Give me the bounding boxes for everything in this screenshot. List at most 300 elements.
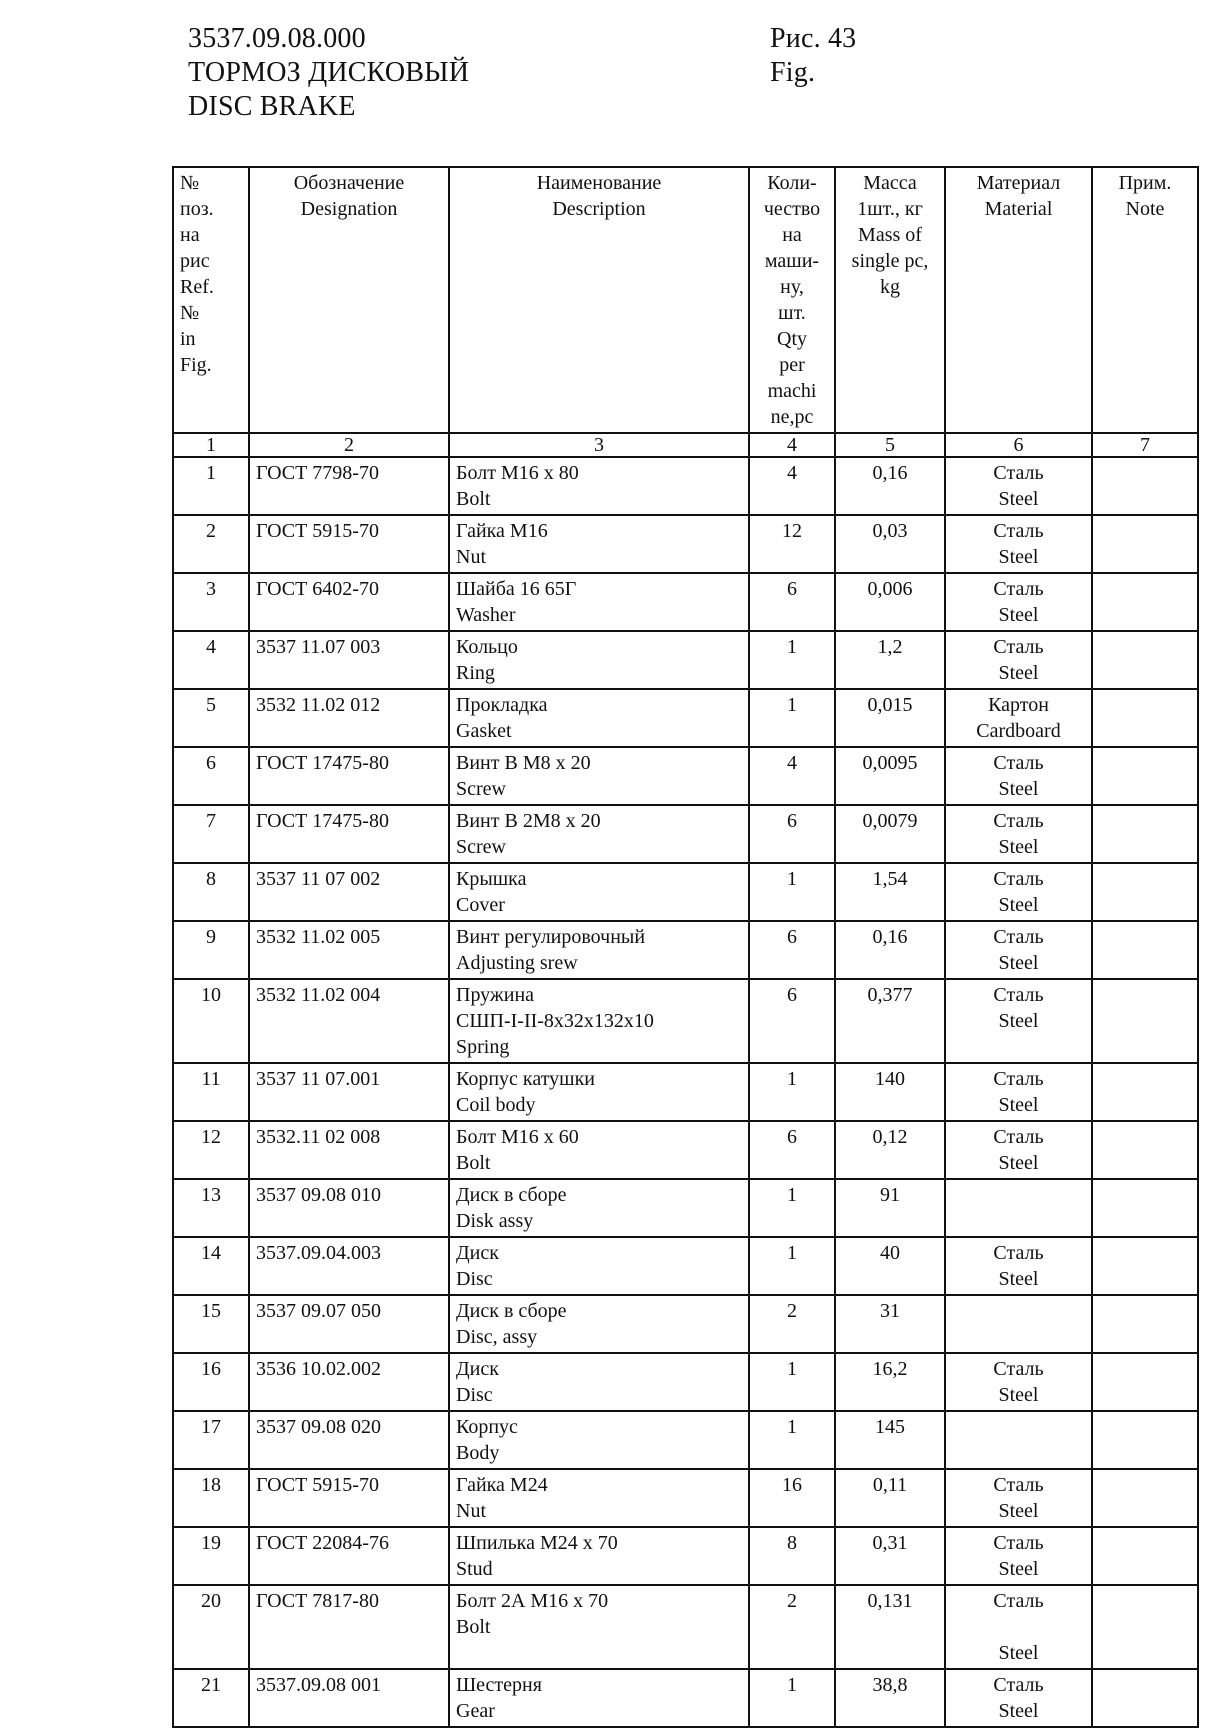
ref-number-cell: 3 <box>173 573 249 631</box>
designation-cell: ГОСТ 6402-70 <box>249 573 449 631</box>
mass-cell: 145 <box>835 1411 945 1469</box>
material-cell <box>945 573 1092 631</box>
description-cell <box>449 1527 749 1585</box>
material-line: Steel <box>998 836 1039 858</box>
note-cell <box>1092 1063 1198 1121</box>
description-line: Диск в сборе <box>456 1300 567 1322</box>
ref-number-cell: 5 <box>173 689 249 747</box>
ref-number-cell: 2 <box>173 515 249 573</box>
description-line: Прокладка <box>456 694 548 716</box>
header-line: Обозначение <box>293 172 405 194</box>
material-line: Steel <box>998 952 1039 974</box>
material-cell <box>945 1527 1092 1585</box>
material-line: Сталь <box>993 1068 1044 1090</box>
header-line: Mass of <box>858 224 922 246</box>
quantity-cell: 1 <box>749 1063 835 1121</box>
material-line: Сталь <box>993 1242 1044 1264</box>
material-cell <box>945 1669 1092 1727</box>
description-cell <box>449 631 749 689</box>
material-line: Сталь <box>993 1474 1044 1496</box>
material-line: Steel <box>998 546 1039 568</box>
material-line: Сталь <box>993 1590 1044 1612</box>
mass-cell: 0,11 <box>835 1469 945 1527</box>
note-cell <box>1092 1527 1198 1585</box>
note-cell <box>1092 1411 1198 1469</box>
designation-cell: 3532 11.02 005 <box>249 921 449 979</box>
quantity-cell: 1 <box>749 689 835 747</box>
header-line: рис <box>180 250 210 272</box>
designation-cell: 3537 09.08 020 <box>249 1411 449 1469</box>
material-line: Steel <box>998 1010 1039 1032</box>
material-cell <box>945 689 1092 747</box>
table-row <box>173 1469 1198 1527</box>
header-line: ну, <box>780 276 804 298</box>
mass-cell: 0,03 <box>835 515 945 573</box>
column-number: 5 <box>835 433 945 457</box>
quantity-cell: 8 <box>749 1527 835 1585</box>
material-cell <box>945 863 1092 921</box>
designation-cell: 3537 11 07 002 <box>249 863 449 921</box>
quantity-cell: 1 <box>749 1669 835 1727</box>
ref-number-cell: 19 <box>173 1527 249 1585</box>
table-row <box>173 1063 1198 1121</box>
header-line: № <box>180 172 200 194</box>
note-cell <box>1092 1353 1198 1411</box>
description-line: Корпус <box>456 1416 518 1438</box>
ref-number-cell: 10 <box>173 979 249 1063</box>
material-cell <box>945 457 1092 515</box>
column-number: 2 <box>249 433 449 457</box>
mass-cell: 1,54 <box>835 863 945 921</box>
quantity-cell: 4 <box>749 747 835 805</box>
note-cell <box>1092 1469 1198 1527</box>
ref-number-cell: 15 <box>173 1295 249 1353</box>
mass-cell: 38,8 <box>835 1669 945 1727</box>
material-line: Steel <box>998 1700 1039 1722</box>
header-line: Наименование <box>536 172 662 194</box>
ref-number-cell: 21 <box>173 1669 249 1727</box>
material-line: Сталь <box>993 1674 1044 1696</box>
material-line: Steel <box>998 1558 1039 1580</box>
description-line: Disc, assy <box>456 1326 538 1348</box>
description-cell <box>449 1121 749 1179</box>
designation-cell: ГОСТ 17475-80 <box>249 805 449 863</box>
mass-cell: 16,2 <box>835 1353 945 1411</box>
ref-number-cell: 8 <box>173 863 249 921</box>
table-row <box>173 1237 1198 1295</box>
material-cell <box>945 805 1092 863</box>
description-line: Bolt <box>456 488 491 510</box>
header-description <box>449 167 749 433</box>
note-cell <box>1092 805 1198 863</box>
table-row <box>173 921 1198 979</box>
material-line: Steel <box>998 1094 1039 1116</box>
material-cell <box>945 631 1092 689</box>
title-en: DISC BRAKE <box>188 91 356 122</box>
designation-cell: 3537 09.07 050 <box>249 1295 449 1353</box>
header-line: маши- <box>764 250 820 272</box>
header-designation <box>249 167 449 433</box>
description-line: Cover <box>456 894 505 916</box>
header-line: Коли- <box>767 172 817 194</box>
header-line: чество <box>763 198 821 220</box>
header-line: Ref. <box>180 276 214 298</box>
material-line: Сталь <box>993 868 1044 890</box>
description-line: Винт В М8 х 20 <box>456 752 591 774</box>
table-row <box>173 1669 1198 1727</box>
header-line: Qty <box>777 328 807 350</box>
table-row <box>173 515 1198 573</box>
material-line: Сталь <box>993 636 1044 658</box>
table-row <box>173 747 1198 805</box>
material-cell <box>945 1121 1092 1179</box>
material-cell <box>945 979 1092 1063</box>
table-row <box>173 1585 1198 1669</box>
note-cell <box>1092 457 1198 515</box>
material-line <box>952 1614 1085 1640</box>
designation-cell: ГОСТ 5915-70 <box>249 515 449 573</box>
material-cell <box>945 515 1092 573</box>
header-line: machi <box>767 380 817 402</box>
quantity-cell: 12 <box>749 515 835 573</box>
header-line: single pc, <box>851 250 929 272</box>
table-row <box>173 1527 1198 1585</box>
description-line: Screw <box>456 836 506 858</box>
description-line: Ring <box>456 662 495 684</box>
document-header <box>188 22 469 124</box>
header-line: Материал <box>976 172 1061 194</box>
description-line: Болт М16 х 80 <box>456 462 579 484</box>
material-line: Steel <box>998 1500 1039 1522</box>
ref-number-cell: 6 <box>173 747 249 805</box>
description-line: Disk assy <box>456 1210 534 1232</box>
description-cell <box>449 863 749 921</box>
description-line: Washer <box>456 604 516 626</box>
material-cell <box>945 1063 1092 1121</box>
description-line: Кольцо <box>456 636 518 658</box>
designation-cell: 3537 09.08 010 <box>249 1179 449 1237</box>
designation-cell: 3537 11 07.001 <box>249 1063 449 1121</box>
note-cell <box>1092 573 1198 631</box>
ref-number-cell: 4 <box>173 631 249 689</box>
material-cell <box>945 1585 1092 1669</box>
quantity-cell: 1 <box>749 863 835 921</box>
designation-cell: ГОСТ 7817-80 <box>249 1585 449 1669</box>
material-cell <box>945 1179 1092 1237</box>
mass-cell: 91 <box>835 1179 945 1237</box>
material-line: Сталь <box>993 1126 1044 1148</box>
ref-number-cell: 12 <box>173 1121 249 1179</box>
note-cell <box>1092 1121 1198 1179</box>
header-ref-no <box>173 167 249 433</box>
ref-number-cell: 18 <box>173 1469 249 1527</box>
material-line: Steel <box>998 894 1039 916</box>
table-row <box>173 573 1198 631</box>
material-line: Steel <box>998 604 1039 626</box>
material-line: Steel <box>998 1152 1039 1174</box>
mass-cell: 0,377 <box>835 979 945 1063</box>
material-line: Сталь <box>993 752 1044 774</box>
note-cell <box>1092 1295 1198 1353</box>
material-cell <box>945 921 1092 979</box>
description-line: Disc <box>456 1268 493 1290</box>
table-header-row <box>173 167 1198 433</box>
description-line: Диск <box>456 1242 499 1264</box>
header-line: поз. <box>180 198 214 220</box>
description-line: Пружина <box>456 984 535 1006</box>
quantity-cell: 6 <box>749 979 835 1063</box>
description-line: Body <box>456 1442 500 1464</box>
note-cell <box>1092 1585 1198 1669</box>
description-line: Диск <box>456 1358 499 1380</box>
header-line: Fig. <box>180 354 212 376</box>
description-cell <box>449 805 749 863</box>
header-line: Designation <box>300 198 398 220</box>
header-line: на <box>180 224 200 246</box>
header-line: Прим. <box>1118 172 1172 194</box>
ref-number-cell: 16 <box>173 1353 249 1411</box>
column-number: 3 <box>449 433 749 457</box>
material-line: Сталь <box>993 810 1044 832</box>
table-row <box>173 863 1198 921</box>
designation-cell: 3532 11.02 012 <box>249 689 449 747</box>
table-row <box>173 631 1198 689</box>
description-line: Spring <box>456 1036 510 1058</box>
mass-cell: 0,16 <box>835 457 945 515</box>
description-line: Disc <box>456 1384 493 1406</box>
designation-cell: ГОСТ 17475-80 <box>249 747 449 805</box>
material-cell <box>945 1411 1092 1469</box>
description-cell <box>449 1411 749 1469</box>
column-number: 1 <box>173 433 249 457</box>
mass-cell: 0,0079 <box>835 805 945 863</box>
quantity-cell: 2 <box>749 1585 835 1669</box>
material-line: Steel <box>998 1642 1039 1664</box>
column-number: 6 <box>945 433 1092 457</box>
material-line: Steel <box>998 488 1039 510</box>
header-line: Description <box>552 198 646 220</box>
description-line: Болт 2А М16 х 70 <box>456 1590 609 1612</box>
parts-table <box>172 166 1199 1728</box>
note-cell <box>1092 921 1198 979</box>
header-line: шт. <box>778 302 806 324</box>
table-row <box>173 689 1198 747</box>
header-line: № <box>180 302 200 324</box>
description-line: Screw <box>456 778 506 800</box>
mass-cell: 0,0095 <box>835 747 945 805</box>
assembly-code: 3537.09.08.000 <box>188 23 366 54</box>
description-cell <box>449 1237 749 1295</box>
table-row <box>173 1121 1198 1179</box>
designation-cell: 3532.11 02 008 <box>249 1121 449 1179</box>
table-row <box>173 1179 1198 1237</box>
material-line: Steel <box>998 778 1039 800</box>
mass-cell: 0,16 <box>835 921 945 979</box>
table-row <box>173 1353 1198 1411</box>
description-line: Nut <box>456 546 486 568</box>
material-line: Сталь <box>993 1358 1044 1380</box>
header-line: Масса <box>863 172 917 194</box>
description-line: Винт В 2М8 х 20 <box>456 810 601 832</box>
note-cell <box>1092 515 1198 573</box>
description-cell <box>449 1469 749 1527</box>
ref-number-cell: 13 <box>173 1179 249 1237</box>
description-cell <box>449 1353 749 1411</box>
material-cell <box>945 747 1092 805</box>
designation-cell: ГОСТ 5915-70 <box>249 1469 449 1527</box>
material-line: Сталь <box>993 462 1044 484</box>
mass-cell: 0,015 <box>835 689 945 747</box>
header-line: Note <box>1125 198 1165 220</box>
material-line: Сталь <box>993 1532 1044 1554</box>
description-line: СШП-I-II-8x32x132x10 <box>456 1010 654 1032</box>
material-cell <box>945 1237 1092 1295</box>
description-cell <box>449 573 749 631</box>
description-cell <box>449 979 749 1063</box>
designation-cell: 3532 11.02 004 <box>249 979 449 1063</box>
table-row <box>173 1411 1198 1469</box>
mass-cell: 0,006 <box>835 573 945 631</box>
material-line: Steel <box>998 1384 1039 1406</box>
quantity-cell: 1 <box>749 631 835 689</box>
material-line: Сталь <box>993 578 1044 600</box>
ref-number-cell: 1 <box>173 457 249 515</box>
description-cell <box>449 515 749 573</box>
note-cell <box>1092 1669 1198 1727</box>
ref-number-cell: 7 <box>173 805 249 863</box>
designation-cell: ГОСТ 7798-70 <box>249 457 449 515</box>
description-cell <box>449 1179 749 1237</box>
quantity-cell: 4 <box>749 457 835 515</box>
description-line: Bolt <box>456 1616 491 1638</box>
material-line: Сталь <box>993 520 1044 542</box>
material-cell <box>945 1469 1092 1527</box>
description-line: Гайка М16 <box>456 520 548 542</box>
column-number-row <box>173 433 1198 457</box>
quantity-cell: 16 <box>749 1469 835 1527</box>
description-cell <box>449 747 749 805</box>
header-line: 1шт., кг <box>857 198 923 220</box>
ref-number-cell: 9 <box>173 921 249 979</box>
material-line: Steel <box>998 1268 1039 1290</box>
note-cell <box>1092 1179 1198 1237</box>
table-row <box>173 805 1198 863</box>
ref-number-cell: 11 <box>173 1063 249 1121</box>
designation-cell: ГОСТ 22084-76 <box>249 1527 449 1585</box>
description-line: Adjusting srew <box>456 952 578 974</box>
ref-number-cell: 14 <box>173 1237 249 1295</box>
description-line: Nut <box>456 1500 486 1522</box>
note-cell <box>1092 631 1198 689</box>
header-line: на <box>782 224 802 246</box>
designation-cell: 3537 11.07 003 <box>249 631 449 689</box>
quantity-cell: 1 <box>749 1353 835 1411</box>
description-cell <box>449 921 749 979</box>
quantity-cell: 1 <box>749 1179 835 1237</box>
quantity-cell: 1 <box>749 1411 835 1469</box>
description-cell <box>449 1295 749 1353</box>
note-cell <box>1092 863 1198 921</box>
description-cell <box>449 689 749 747</box>
header-line: Material <box>984 198 1053 220</box>
note-cell <box>1092 689 1198 747</box>
description-cell <box>449 1063 749 1121</box>
figure-reference <box>770 22 856 90</box>
quantity-cell: 6 <box>749 573 835 631</box>
column-number: 4 <box>749 433 835 457</box>
material-cell <box>945 1295 1092 1353</box>
table-row <box>173 1295 1198 1353</box>
description-line: Шестерня <box>456 1674 542 1696</box>
mass-cell: 1,2 <box>835 631 945 689</box>
description-line: Шпилька М24 х 70 <box>456 1532 618 1554</box>
table-row <box>173 457 1198 515</box>
quantity-cell: 1 <box>749 1237 835 1295</box>
designation-cell: 3536 10.02.002 <box>249 1353 449 1411</box>
header-line: in <box>180 328 196 350</box>
ref-number-cell: 20 <box>173 1585 249 1669</box>
description-line: Gasket <box>456 720 512 742</box>
header-line: ne,pc <box>770 406 814 428</box>
note-cell <box>1092 1237 1198 1295</box>
mass-cell: 31 <box>835 1295 945 1353</box>
description-line: Болт М16 х 60 <box>456 1126 579 1148</box>
mass-cell: 0,131 <box>835 1585 945 1669</box>
column-number: 7 <box>1092 433 1198 457</box>
description-cell <box>449 1669 749 1727</box>
material-line: Сталь <box>993 984 1044 1006</box>
material-line: Cardboard <box>976 720 1061 742</box>
description-cell <box>449 457 749 515</box>
header-quantity <box>749 167 835 433</box>
figure-label-en: Fig. <box>770 57 816 88</box>
material-line: Сталь <box>993 926 1044 948</box>
quantity-cell: 6 <box>749 805 835 863</box>
description-cell <box>449 1585 749 1669</box>
note-cell <box>1092 979 1198 1063</box>
description-line: Gear <box>456 1700 495 1722</box>
mass-cell: 0,31 <box>835 1527 945 1585</box>
description-line: Диск в сборе <box>456 1184 567 1206</box>
quantity-cell: 2 <box>749 1295 835 1353</box>
table-row <box>173 979 1198 1063</box>
description-line: Гайка М24 <box>456 1474 548 1496</box>
ref-number-cell: 17 <box>173 1411 249 1469</box>
description-line: Bolt <box>456 1152 491 1174</box>
note-cell <box>1092 747 1198 805</box>
material-line: Картон <box>988 694 1049 716</box>
description-line: Шайба 16 65Г <box>456 578 577 600</box>
description-line: Coil body <box>456 1094 536 1116</box>
figure-label-ru: Рис. 43 <box>770 23 857 54</box>
header-material <box>945 167 1092 433</box>
header-note <box>1092 167 1198 433</box>
designation-cell: 3537.09.08 001 <box>249 1669 449 1727</box>
mass-cell: 0,12 <box>835 1121 945 1179</box>
title-ru: ТОРМОЗ ДИСКОВЫЙ <box>188 57 470 88</box>
mass-cell: 140 <box>835 1063 945 1121</box>
description-line: Корпус катушки <box>456 1068 595 1090</box>
mass-cell: 40 <box>835 1237 945 1295</box>
material-cell <box>945 1353 1092 1411</box>
header-mass <box>835 167 945 433</box>
description-line: Stud <box>456 1558 493 1580</box>
description-line: Крышка <box>456 868 527 890</box>
quantity-cell: 6 <box>749 921 835 979</box>
material-line: Steel <box>998 662 1039 684</box>
description-line: Винт регулировочный <box>456 926 646 948</box>
header-line: per <box>779 354 805 376</box>
